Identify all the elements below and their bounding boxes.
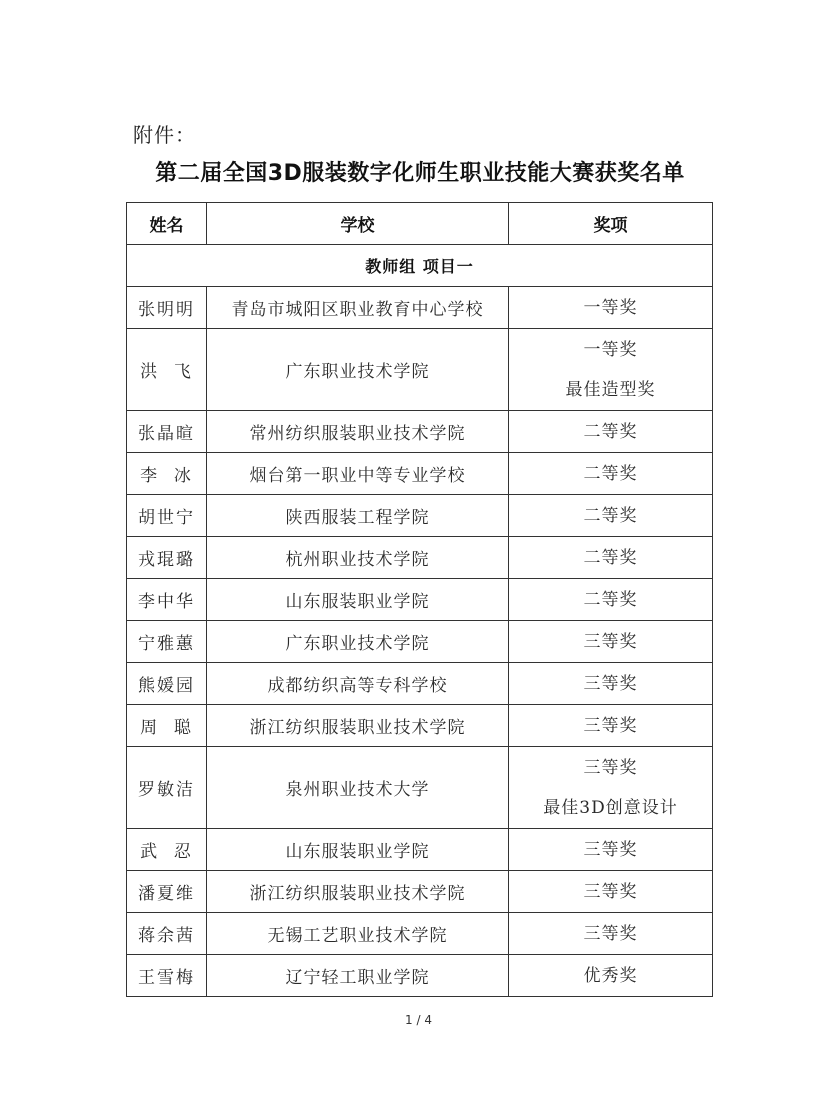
table-row: [127, 829, 713, 871]
table-row: [127, 579, 713, 621]
cell-name: 蒋余茜: [127, 913, 207, 955]
cell-school: 青岛市城阳区职业教育中心学校: [207, 287, 509, 329]
award-text: 优秀奖: [583, 965, 638, 986]
awards-table: [126, 202, 713, 997]
cell-name: 张明明: [127, 287, 207, 329]
group-row: [127, 245, 713, 287]
cell-award: [509, 829, 713, 871]
cell-name: 戎琨璐: [127, 537, 207, 579]
cell-name: 胡世宁: [127, 495, 207, 537]
cell-award: [509, 579, 713, 621]
cell-name: 李中华: [127, 579, 207, 621]
award-text: 三等奖: [583, 881, 638, 902]
table-row: [127, 411, 713, 453]
cell-school: 陕西服装工程学院: [207, 495, 509, 537]
cell-award: [509, 495, 713, 537]
award-text: 三等奖: [583, 839, 638, 860]
cell-school: 山东服装职业学院: [207, 579, 509, 621]
cell-award: [509, 411, 713, 453]
table-row: [127, 495, 713, 537]
table-row: [127, 287, 713, 329]
award-text: 三等奖: [583, 673, 638, 694]
cell-school: 泉州职业技术大学: [207, 747, 509, 829]
cell-school: 广东职业技术学院: [207, 621, 509, 663]
award-text: 三等奖: [583, 923, 638, 944]
award-text: 二等奖: [583, 589, 638, 610]
table-header-row: [127, 203, 713, 245]
table-row: [127, 871, 713, 913]
cell-award: [509, 329, 713, 411]
cell-name: 王雪梅: [127, 955, 207, 997]
cell-school: 浙江纺织服装职业技术学院: [207, 871, 509, 913]
cell-name: 武 忍: [127, 829, 207, 871]
table-row: [127, 663, 713, 705]
table-row: [127, 453, 713, 495]
table-row: [127, 955, 713, 997]
cell-award: [509, 705, 713, 747]
table-row: [127, 913, 713, 955]
cell-name: 罗敏洁: [127, 747, 207, 829]
award-text: 二等奖: [583, 505, 638, 526]
cell-name: 李 冰: [127, 453, 207, 495]
cell-award: [509, 871, 713, 913]
cell-award: [509, 747, 713, 829]
cell-award: [509, 287, 713, 329]
award-text: 一等奖: [583, 297, 638, 318]
header-name: 姓名: [127, 203, 207, 245]
header-award: 奖项: [509, 203, 713, 245]
table-row: [127, 621, 713, 663]
cell-name: 张晶暄: [127, 411, 207, 453]
cell-award: [509, 621, 713, 663]
award-text: 三等奖: [583, 715, 638, 736]
cell-award: [509, 537, 713, 579]
cell-award: [509, 453, 713, 495]
cell-name: 洪 飞: [127, 329, 207, 411]
award-text: 二等奖: [583, 421, 638, 442]
award-text: 最佳3D创意设计: [543, 797, 678, 818]
cell-school: 浙江纺织服装职业技术学院: [207, 705, 509, 747]
award-text: 二等奖: [583, 463, 638, 484]
cell-name: 宁雅蕙: [127, 621, 207, 663]
cell-school: 无锡工艺职业技术学院: [207, 913, 509, 955]
page-number: 1 / 4: [405, 1013, 432, 1027]
table-row: [127, 537, 713, 579]
group-label: 教师组 项目一: [127, 245, 713, 287]
award-text: 二等奖: [583, 547, 638, 568]
table-body: [127, 245, 713, 997]
table-row: [127, 747, 713, 829]
cell-school: 辽宁轻工职业学院: [207, 955, 509, 997]
cell-award: [509, 955, 713, 997]
cell-award: [509, 913, 713, 955]
document-title: 第二届全国3D服装数字化师生职业技能大赛获奖名单: [155, 161, 685, 186]
header-school: 学校: [207, 203, 509, 245]
cell-school: 烟台第一职业中等专业学校: [207, 453, 509, 495]
award-text: 三等奖: [583, 757, 638, 778]
cell-school: 山东服装职业学院: [207, 829, 509, 871]
cell-name: 周 聪: [127, 705, 207, 747]
attachment-label: 附件：: [133, 123, 196, 147]
cell-school: 杭州职业技术学院: [207, 537, 509, 579]
table-row: [127, 329, 713, 411]
table-row: [127, 705, 713, 747]
award-text: 一等奖: [583, 339, 638, 360]
award-text: 三等奖: [583, 631, 638, 652]
cell-school: 成都纺织高等专科学校: [207, 663, 509, 705]
cell-name: 潘夏维: [127, 871, 207, 913]
cell-name: 熊媛园: [127, 663, 207, 705]
cell-award: [509, 663, 713, 705]
cell-school: 广东职业技术学院: [207, 329, 509, 411]
cell-school: 常州纺织服装职业技术学院: [207, 411, 509, 453]
award-text: 最佳造型奖: [565, 379, 656, 400]
